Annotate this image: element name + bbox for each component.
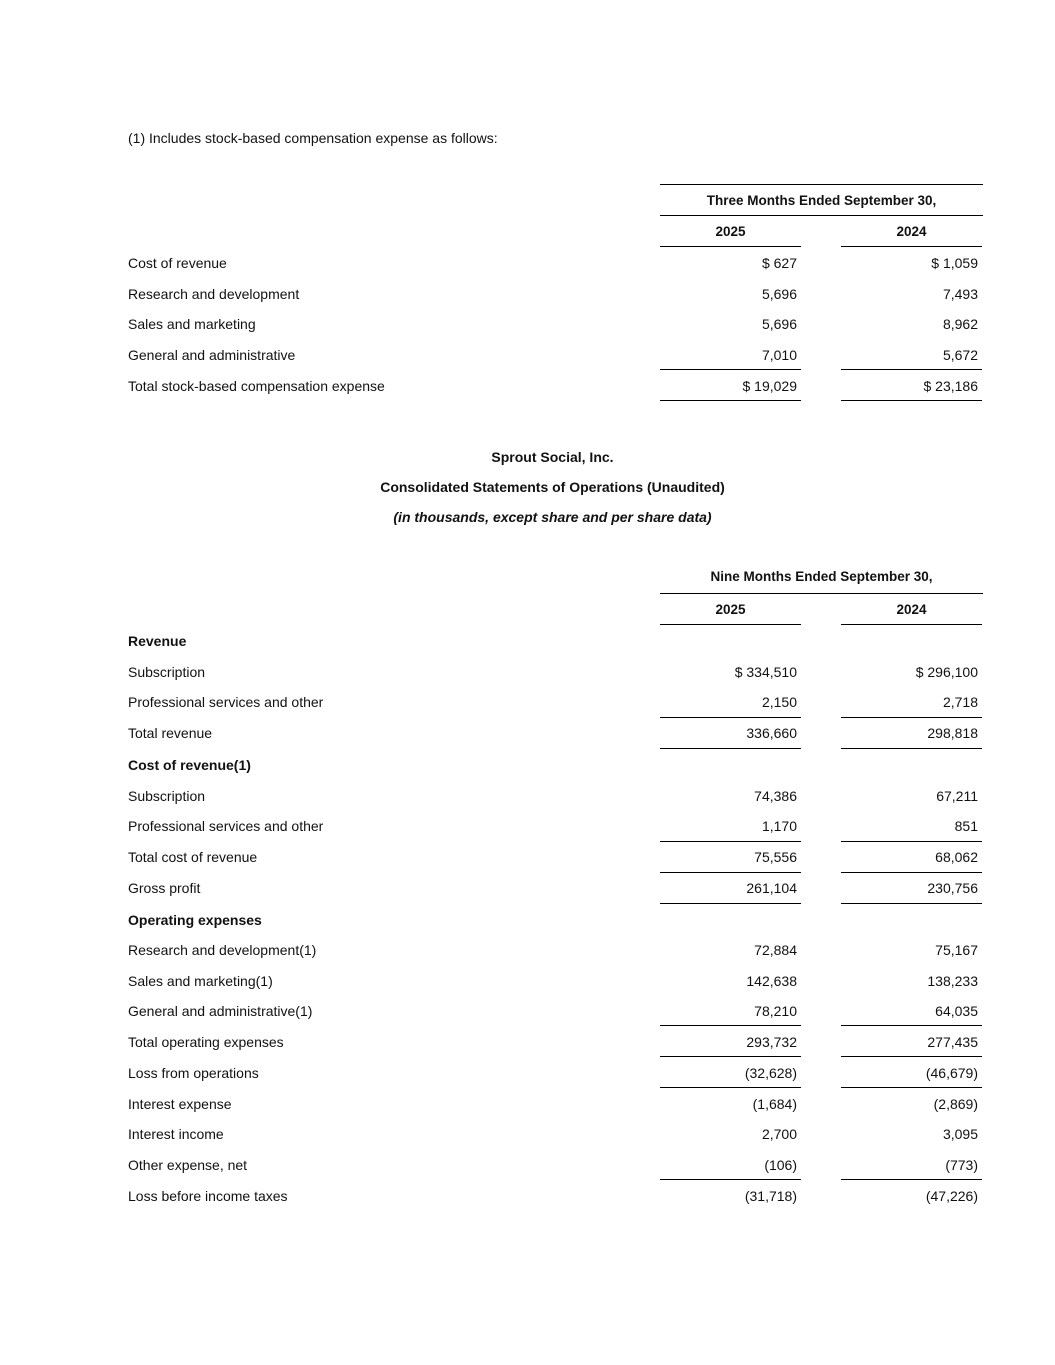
value-2024: (46,679) — [925, 1065, 978, 1081]
table-row — [128, 842, 983, 873]
value-2025: 5,696 — [761, 286, 797, 302]
value-2024: 2,718 — [942, 694, 978, 710]
year-header-2025: 2025 — [715, 224, 746, 239]
table-row — [128, 340, 983, 371]
table-row — [128, 718, 983, 749]
value-2025: 75,556 — [754, 849, 797, 865]
table-row — [128, 781, 983, 812]
year-rule — [660, 624, 801, 625]
value-2025: 1,170 — [761, 818, 797, 834]
table-row — [128, 279, 983, 310]
table-row — [128, 935, 983, 966]
row-label: Total stock-based compensation expense — [128, 378, 385, 394]
subtotal-rule — [660, 1179, 801, 1180]
section-header-revenue — [128, 626, 983, 657]
value-2025: (32,628) — [744, 1065, 797, 1081]
value-2024: 138,233 — [927, 973, 978, 989]
subtotal-rule — [660, 1087, 801, 1088]
company-name: Sprout Social, Inc. — [491, 449, 614, 465]
subtotal-rule — [841, 369, 982, 370]
row-label: Revenue — [128, 633, 187, 649]
row-label: Loss from operations — [128, 1065, 259, 1081]
table-row — [128, 687, 983, 718]
year-rule — [660, 246, 801, 247]
value-2025: 5,696 — [761, 316, 797, 332]
row-label: Total revenue — [128, 725, 213, 741]
value-2024: 230,756 — [927, 880, 978, 896]
value-2025: 74,386 — [754, 788, 797, 804]
value-2024: 67,211 — [936, 788, 978, 804]
row-label: Cost of revenue — [128, 255, 227, 271]
period-header: Nine Months Ended September 30, — [710, 569, 933, 584]
period-header: Three Months Ended September 30, — [706, 193, 937, 208]
table-row — [128, 966, 983, 997]
value-2024: 851 — [954, 818, 978, 834]
row-label: Research and development(1) — [128, 942, 317, 958]
row-label: Loss before income taxes — [128, 1188, 288, 1204]
statement-title: Consolidated Statements of Operations (Unaudited) — [380, 479, 725, 495]
row-label: General and administrative(1) — [128, 1003, 313, 1019]
section-header-cost-of-revenue — [128, 750, 983, 781]
subtotal-rule — [660, 1025, 801, 1026]
value-2025: $ 334,510 — [734, 664, 797, 680]
statement-subtitle: (in thousands, except share and per share data) — [393, 509, 712, 525]
value-2025: 7,010 — [761, 347, 797, 363]
row-label: Interest income — [128, 1126, 224, 1142]
subtotal-rule — [841, 903, 982, 904]
section-header-operating-expenses — [128, 905, 983, 936]
subtotal-rule — [660, 748, 801, 749]
subtotal-rule — [660, 1056, 801, 1057]
subtotal-rule — [660, 903, 801, 904]
value-2024: 3,095 — [942, 1126, 978, 1142]
table-row — [128, 1150, 983, 1181]
value-2025: 293,732 — [746, 1034, 797, 1050]
header-rule — [660, 184, 983, 185]
row-label: Sales and marketing(1) — [128, 973, 273, 989]
subtotal-rule — [841, 748, 982, 749]
value-2024: 5,672 — [942, 347, 978, 363]
value-2024: 277,435 — [927, 1034, 978, 1050]
value-2024: $ 23,186 — [923, 378, 978, 394]
value-2024: 68,062 — [935, 849, 978, 865]
value-2024: 7,493 — [942, 286, 978, 302]
table-row — [128, 1119, 983, 1150]
value-2025: 78,210 — [754, 1003, 797, 1019]
year-header-2024: 2024 — [896, 602, 927, 617]
row-label: Interest expense — [128, 1096, 232, 1112]
value-2024: (2,869) — [933, 1096, 978, 1112]
row-label: Subscription — [128, 664, 206, 680]
value-2024: $ 1,059 — [931, 255, 978, 271]
total-rule — [660, 400, 801, 401]
table-row — [128, 873, 983, 904]
table-row — [128, 248, 983, 279]
table-row — [128, 657, 983, 688]
row-label: Professional services and other — [128, 694, 324, 710]
table-row — [128, 996, 983, 1027]
table-row-total — [128, 371, 983, 402]
year-header-2024: 2024 — [896, 224, 927, 239]
subtotal-rule — [841, 1087, 982, 1088]
table-row — [128, 1089, 983, 1120]
value-2024: 8,962 — [942, 316, 978, 332]
row-label: General and administrative — [128, 347, 296, 363]
value-2025: 72,884 — [754, 942, 797, 958]
row-label: Sales and marketing — [128, 316, 256, 332]
table-row — [128, 1181, 983, 1212]
value-2025: $ 627 — [761, 255, 797, 271]
value-2025: 2,700 — [761, 1126, 797, 1142]
value-2024: (773) — [945, 1157, 978, 1173]
value-2025: (106) — [764, 1157, 797, 1173]
value-2024: 298,818 — [927, 725, 978, 741]
value-2025: (1,684) — [752, 1096, 797, 1112]
value-2024: (47,226) — [925, 1188, 978, 1204]
row-label: Other expense, net — [128, 1157, 248, 1173]
value-2025: 336,660 — [746, 725, 797, 741]
subtotal-rule — [841, 1025, 982, 1026]
subtotal-rule — [660, 369, 801, 370]
total-rule — [841, 400, 982, 401]
table-row — [128, 1058, 983, 1089]
year-header-2025: 2025 — [715, 602, 746, 617]
value-2025: 142,638 — [746, 973, 797, 989]
value-2024: 75,167 — [935, 942, 978, 958]
subtotal-rule — [841, 1056, 982, 1057]
row-label: Total operating expenses — [128, 1034, 284, 1050]
value-2025: $ 19,029 — [742, 378, 797, 394]
value-2025: 2,150 — [761, 694, 797, 710]
table-row — [128, 1027, 983, 1058]
value-2025: (31,718) — [744, 1188, 797, 1204]
table-row — [128, 309, 983, 340]
row-label: Research and development — [128, 286, 300, 302]
row-label: Professional services and other — [128, 818, 324, 834]
subtotal-rule — [841, 1179, 982, 1180]
row-label: Gross profit — [128, 880, 201, 896]
header-rule — [660, 593, 983, 594]
header-rule — [660, 215, 983, 216]
footnote-text: (1) Includes stock-based compensation expense as follows: — [128, 130, 498, 146]
row-label: Operating expenses — [128, 912, 262, 928]
row-label: Cost of revenue(1) — [128, 757, 251, 773]
row-label: Subscription — [128, 788, 206, 804]
value-2025: 261,104 — [746, 880, 797, 896]
table-row — [128, 811, 983, 842]
year-rule — [841, 624, 982, 625]
value-2024: $ 296,100 — [915, 664, 978, 680]
row-label: Total cost of revenue — [128, 849, 258, 865]
year-rule — [841, 246, 982, 247]
value-2024: 64,035 — [935, 1003, 978, 1019]
